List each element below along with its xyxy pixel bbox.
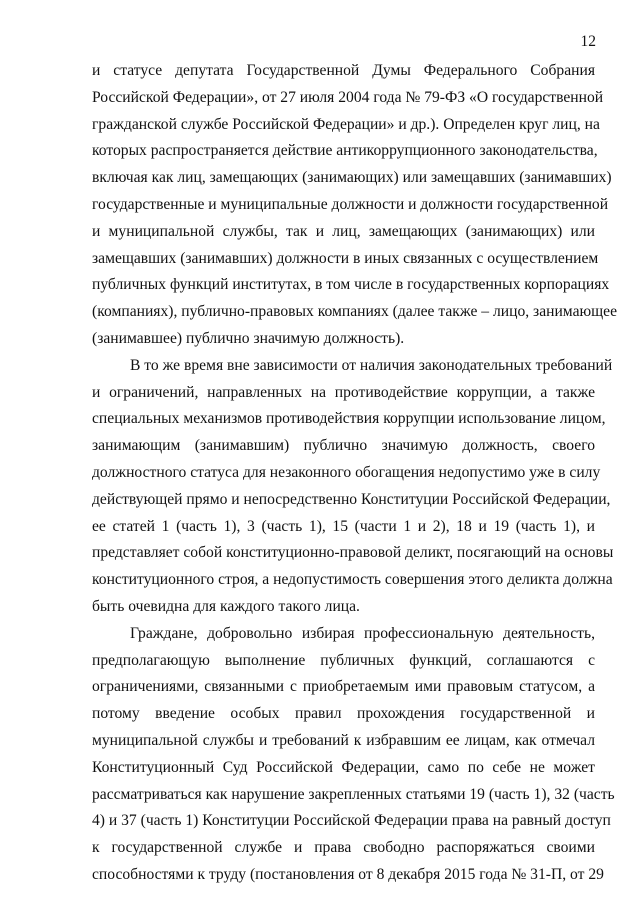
- page-number: 12: [580, 33, 596, 50]
- text-line: действующей прямо и непосредственно Конституции Российской Федерации,: [92, 490, 611, 508]
- paragraph: [92, 58, 617, 353]
- text-line: и ограничений, направленных на противодействие коррупции, а также: [92, 383, 595, 401]
- text-line: должностного статуса для незаконного обогащения недопустимо уже в силу: [92, 463, 601, 481]
- text-line: конституционного строя, а недопустимость совершения этого деликта должна: [92, 571, 613, 589]
- text-line: к государственной службе и права свободно распоряжаться своими: [92, 839, 595, 857]
- text-line: быть очевидна для каждого такого лица.: [92, 597, 360, 615]
- text-line: представляет собой конституционно-правовой деликт, посягающий на основы: [92, 544, 614, 562]
- text-line: 4) и 37 (часть 1) Конституции Российской Федерации права на равный доступ: [92, 812, 611, 830]
- text-line: В то же время вне зависимости от наличия законодательных требований: [130, 356, 613, 374]
- text-line: муниципальной службы и требований к избравшим ее лицам, как отмечал: [92, 731, 595, 749]
- text-line: предполагающую выполнение публичных функций, соглашаются с: [92, 651, 595, 669]
- text-line: замещавших (занимавших) должности в иных связанных с осуществлением: [92, 249, 599, 267]
- text-line: ограничениями, связанными с приобретаемым ими правовым статусом, а: [92, 678, 595, 696]
- text-line: потому введение особых правил прохождения государственной и: [92, 705, 595, 723]
- text-line: Конституционный Суд Российской Федерации, само по себе не может: [92, 758, 595, 776]
- document-body: [92, 58, 617, 889]
- paragraph: [92, 621, 615, 889]
- text-line: специальных механизмов противодействия коррупции использование лицом,: [92, 410, 606, 428]
- text-line: ее статей 1 (часть 1), 3 (часть 1), 15 (части 1 и 2), 18 и 19 (часть 1), и: [92, 517, 595, 535]
- text-line: которых распространяется действие антикоррупционного законодательства,: [92, 142, 598, 160]
- text-line: способностями к труду (постановления от 8 декабря 2015 года № 31-П, от 29: [92, 865, 604, 883]
- paragraph: [92, 353, 614, 621]
- text-line: и статусе депутата Государственной Думы Федерального Собрания: [92, 62, 595, 79]
- text-line: публичных функций институтах, в том числе в государственных корпорациях: [92, 276, 610, 294]
- text-line: и муниципальной службы, так и лиц, замещающих (занимающих) или: [92, 222, 595, 240]
- text-line: включая как лиц, замещающих (занимающих) или замещавших (занимавших): [92, 169, 612, 187]
- text-line: занимающим (занимавшим) публично значимую должность, своего: [92, 437, 595, 455]
- text-line: гражданской службе Российской Федерации» и др.). Определен круг лиц, на: [92, 115, 600, 133]
- text-line: государственные и муниципальные должности и должности государственной: [92, 195, 609, 213]
- text-line: (компаниях), публично-правовых компаниях (далее также – лицо, занимающее: [92, 303, 617, 321]
- text-line: (занимавшее) публично значимую должность).: [92, 329, 405, 347]
- text-line: рассматриваться как нарушение закрепленных статьями 19 (часть 1), 32 (часть: [92, 785, 615, 803]
- text-line: Российской Федерации», от 27 июля 2004 года № 79-ФЗ «О государственной: [92, 88, 604, 106]
- text-line: Граждане, добровольно избирая профессиональную деятельность,: [130, 624, 595, 642]
